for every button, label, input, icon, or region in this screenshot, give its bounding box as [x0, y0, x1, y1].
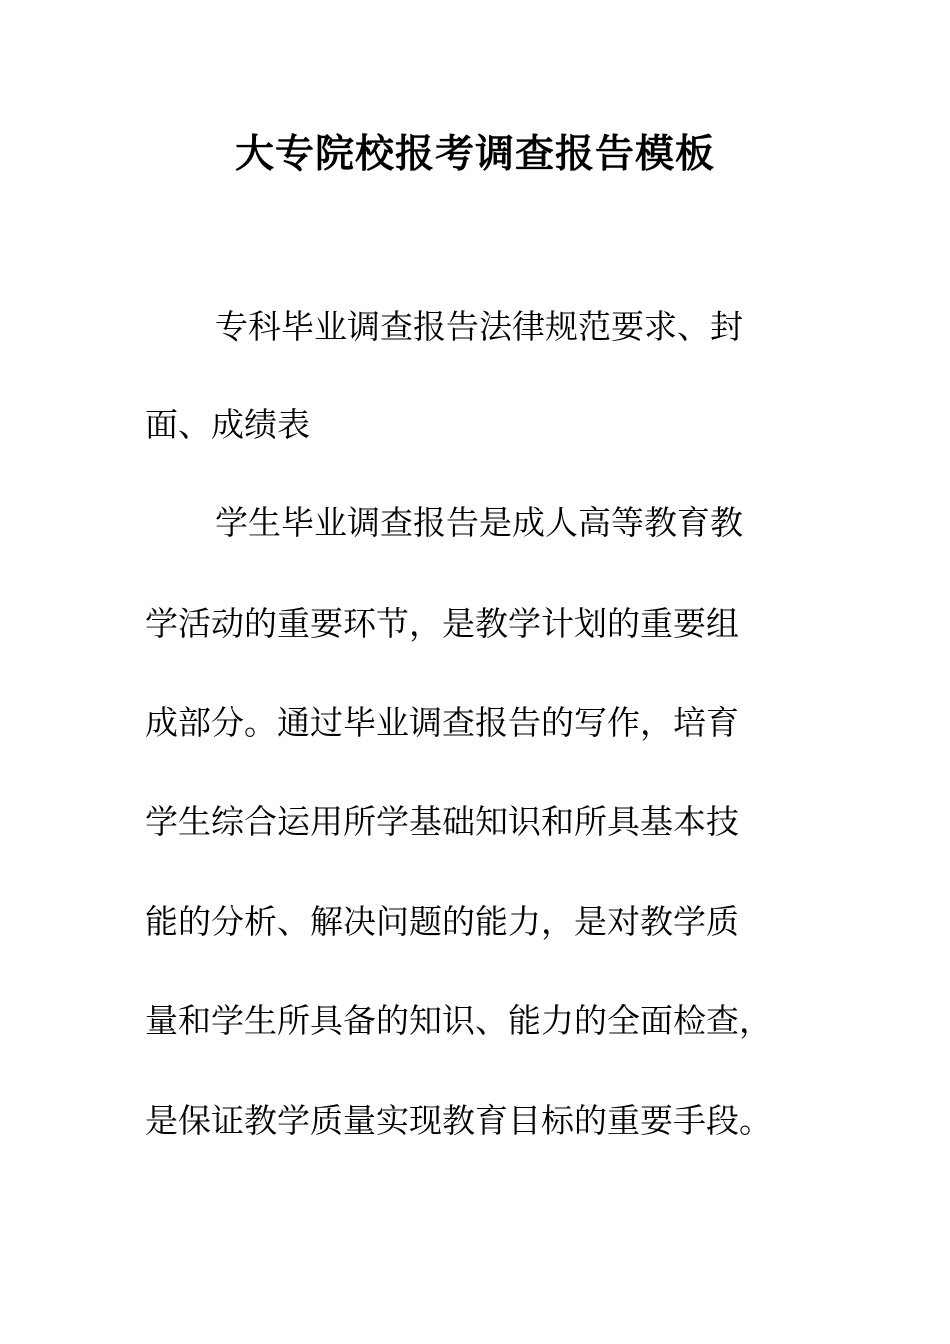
paragraph-line: 能的分析、解决问题的能力，是对教学质 [145, 902, 739, 941]
paragraph-line: 学生综合运用所学基础知识和所具基本技 [145, 802, 739, 841]
paragraph-line: 学活动的重要环节，是教学计划的重要组 [145, 604, 739, 643]
paragraph-line: 是保证教学质量实现教育目标的重要手段。 [145, 1101, 772, 1140]
paragraph-line: 面、成绩表 [145, 405, 310, 444]
paragraph-line: 学生毕业调查报告是成人高等教育教 [215, 503, 743, 542]
document-title: 大专院校报考调查报告模板 [234, 131, 715, 177]
paragraph-line: 量和学生所具备的知识、能力的全面检查， [145, 1001, 772, 1040]
paragraph-line: 成部分。通过毕业调查报告的写作，培育 [145, 703, 739, 742]
paragraph-line: 专科毕业调查报告法律规范要求、封 [215, 307, 743, 346]
